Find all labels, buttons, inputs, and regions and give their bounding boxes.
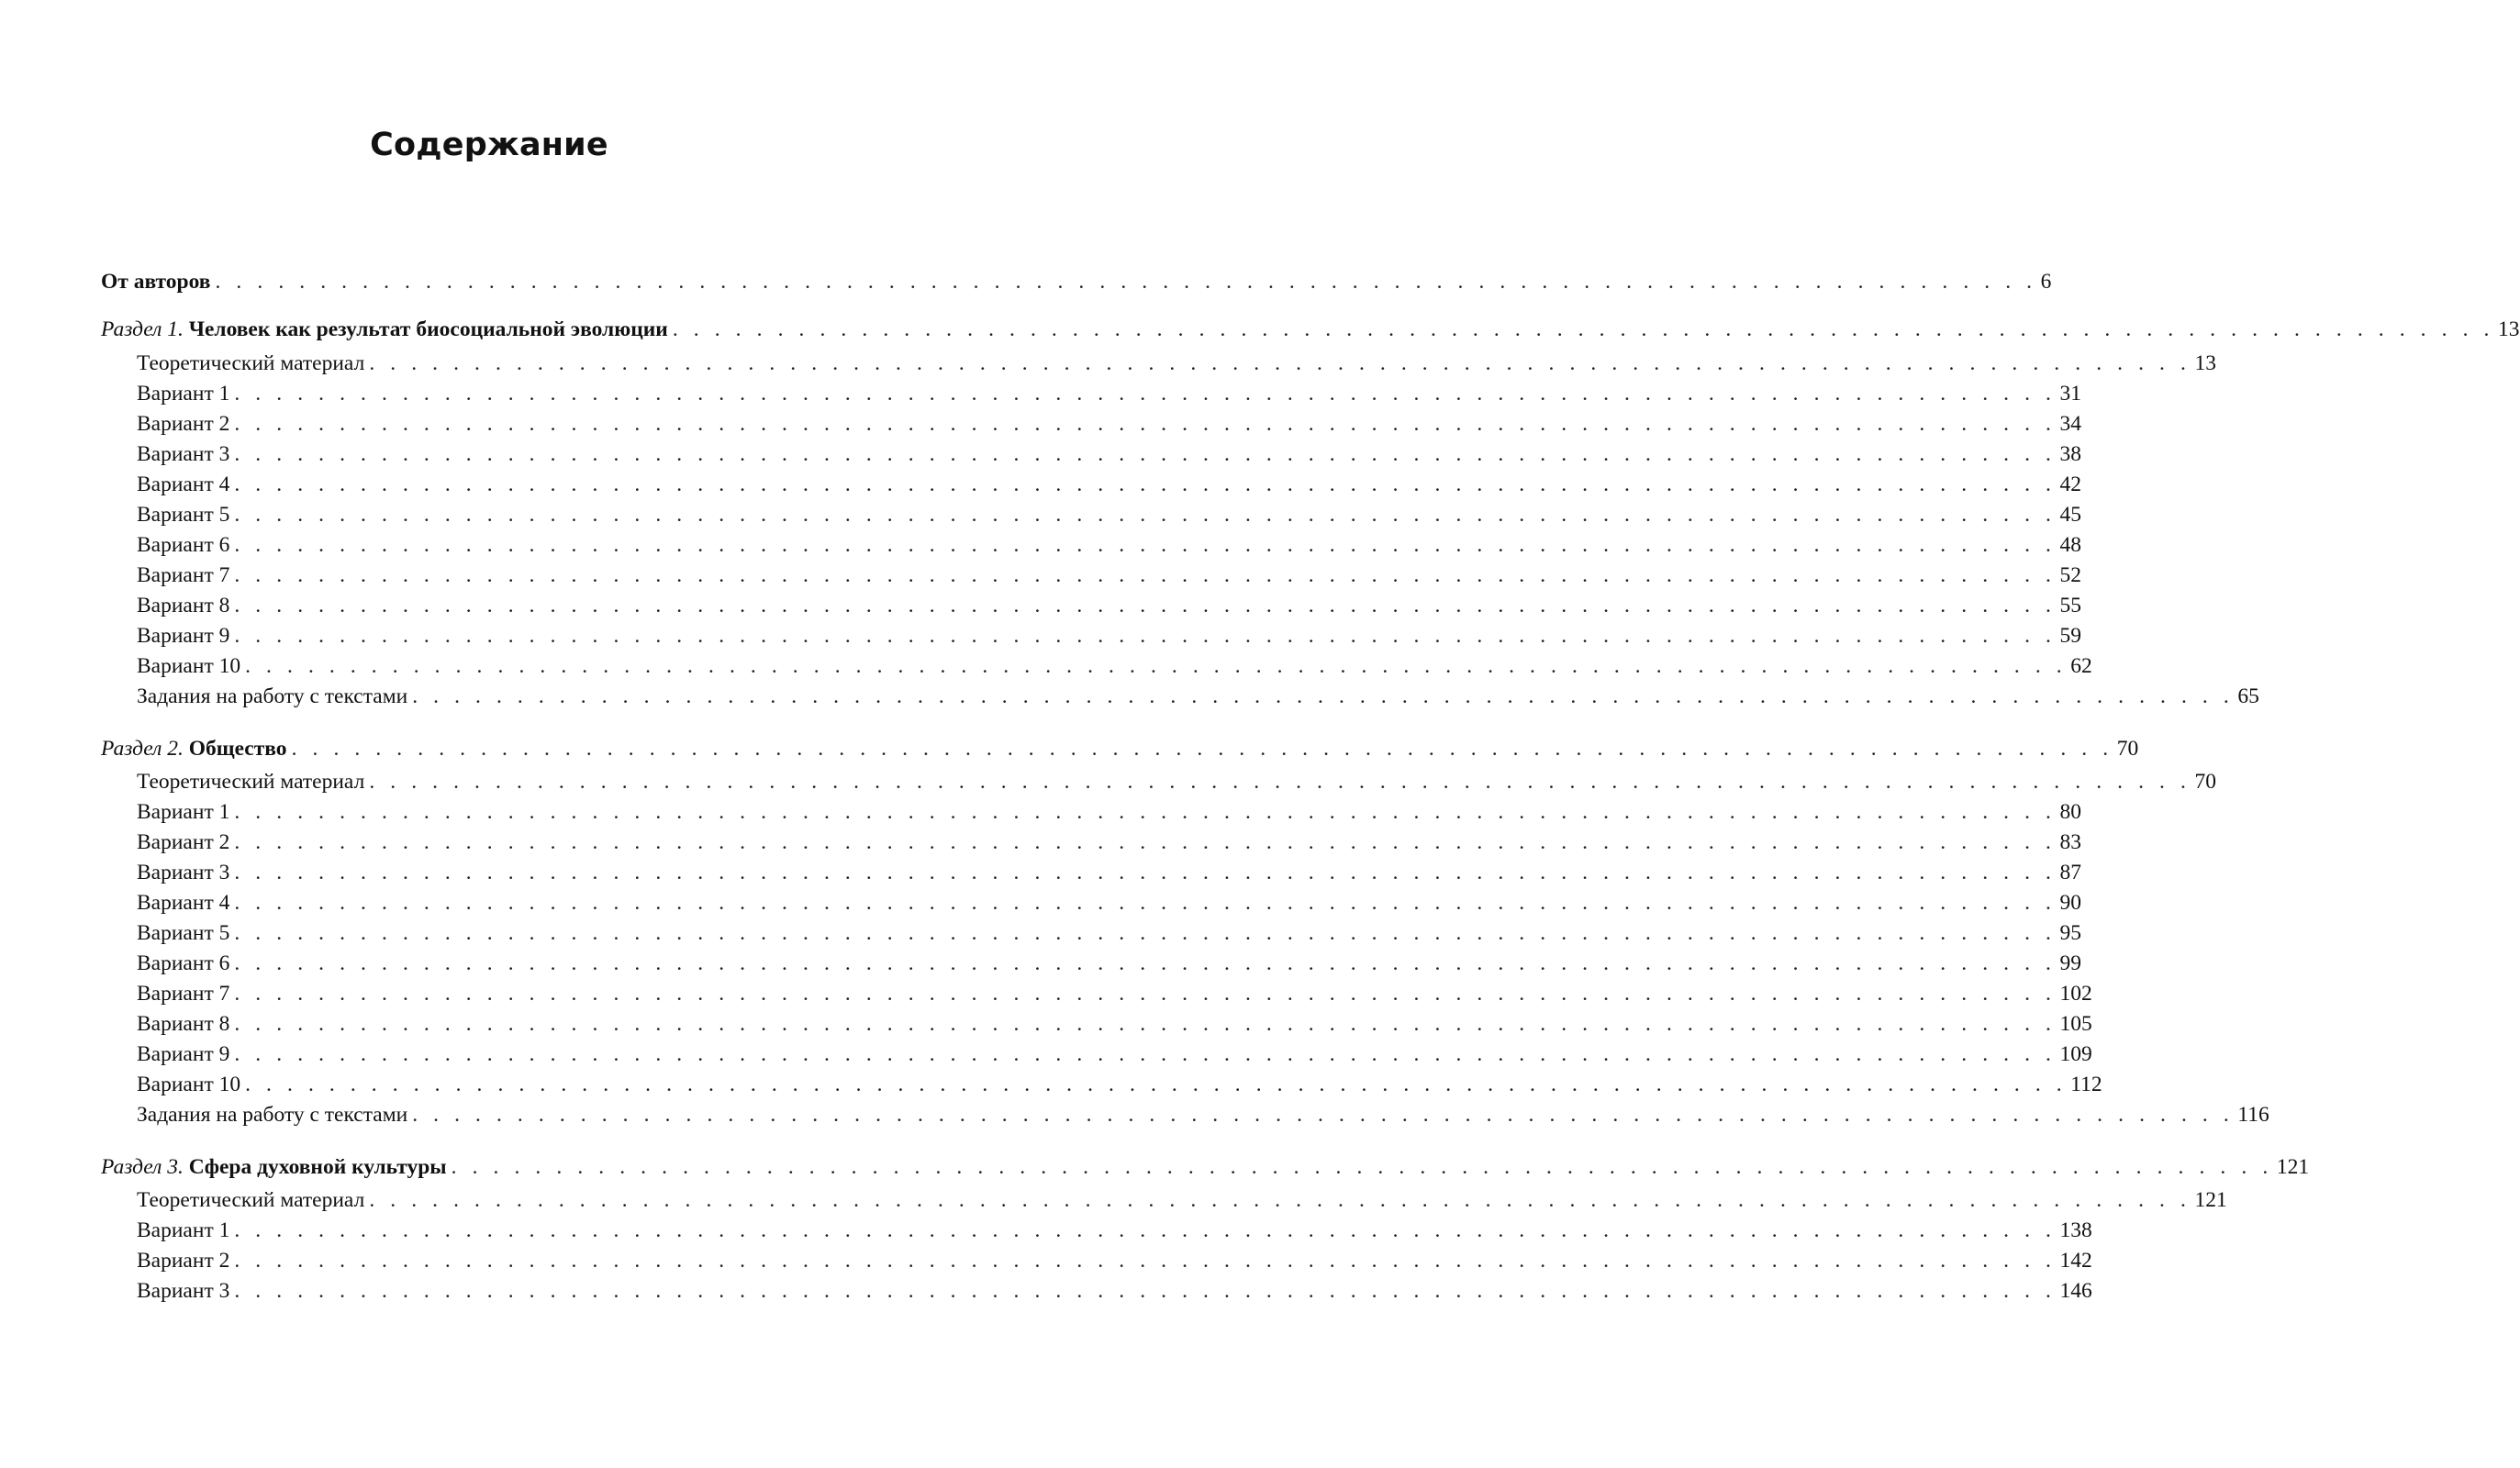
toc-page-number: 13 (2498, 317, 2520, 341)
toc-entry[interactable] (137, 1276, 2092, 1307)
toc-page-number: 42 (2059, 473, 2082, 496)
toc-page-number: 31 (2059, 382, 2082, 406)
toc-entry[interactable] (137, 561, 2082, 591)
toc-page-number: 55 (2059, 594, 2082, 617)
toc-page-number: 48 (2059, 533, 2082, 557)
section-prefix: Раздел 2. (101, 737, 184, 761)
toc-page-number: 70 (2194, 770, 2216, 794)
dot-leader: . . . . . . . . . . . . . . . . . . . . . . . . . . . . . . . . . . . . . . . . . . . . . . . . . . . . . . . . . . . . . . . . . . . . . . . . . . . . . . . . . . . . . . . (672, 317, 2495, 341)
dot-leader: . . . . . . . . . . . . . . . . . . . . . . . . . . . . . . . . . . . . . . . . . . . . . . . . . . . . . . . . . . . . . . . . . . . . . . . . . . . . . . . . . . . . . . . (234, 1042, 2057, 1066)
toc-page-number: 59 (2059, 624, 2082, 648)
toc-entry[interactable] (137, 767, 2216, 797)
toc-entry-label: Вариант 5 (137, 921, 230, 945)
dot-leader: . . . . . . . . . . . . . . . . . . . . . . . . . . . . . . . . . . . . . . . . . . . . . . . . . . . . . . . . . . . . . . . . . . . . . . . . . . . . . . . . . . . . . . . (234, 1012, 2057, 1036)
dot-leader: . . . . . . . . . . . . . . . . . . . . . . . . . . . . . . . . . . . . . . . . . . . . . . . . . . . . . . . . . . . . . . . . . . . . . . . . . . . . . . . . . . . . . . . (234, 473, 2057, 496)
toc-page-number: 90 (2059, 891, 2082, 915)
toc-entry[interactable] (137, 379, 2082, 409)
dot-leader: . . . . . . . . . . . . . . . . . . . . . . . . . . . . . . . . . . . . . . . . . . . . . . . . . . . . . . . . . . . . . . . . . . . . . . . . . . . . . . . . . . . . . . . (234, 382, 2057, 406)
toc-entry-label: Вариант 10 (137, 654, 241, 678)
toc-page-number: 138 (2059, 1218, 2092, 1242)
toc-entry-label: Теоретический материал (137, 1188, 365, 1212)
toc-entry-label: Вариант 9 (137, 624, 230, 648)
dot-leader: . . . . . . . . . . . . . . . . . . . . . . . . . . . . . . . . . . . . . . . . . . . . . . . . . . . . . . . . . . . . . . . . . . . . . . . . . . . . . . . . . . . . . . . (369, 770, 2191, 794)
dot-leader: . . . . . . . . . . . . . . . . . . . . . . . . . . . . . . . . . . . . . . . . . . . . . . . . . . . . . . . . . . . . . . . . . . . . . . . . . . . . . . . . . . . . . . . (234, 442, 2057, 466)
dot-leader: . . . . . . . . . . . . . . . . . . . . . . . . . . . . . . . . . . . . . . . . . . . . . . . . . . . . . . . . . . . . . . . . . . . . . . . . . . . . . . . . . . . . . . . (369, 1188, 2191, 1212)
toc-entry-label: Вариант 1 (137, 1218, 230, 1242)
toc-page-number: 70 (2116, 737, 2139, 761)
toc-entry[interactable] (137, 530, 2082, 561)
toc-entry-label: Вариант 4 (137, 473, 230, 496)
toc-page-number: 105 (2059, 1012, 2092, 1036)
toc-section-3[interactable] (101, 1152, 2310, 1183)
toc-page-number: 116 (2237, 1103, 2269, 1127)
dot-leader: . . . . . . . . . . . . . . . . . . . . . . . . . . . . . . . . . . . . . . . . . . . . . . . . . . . . . . . . . . . . . . . . . . . . . . . . . . . . . . . . . . . . . . . (234, 563, 2057, 587)
dot-leader: . . . . . . . . . . . . . . . . . . . . . . . . . . . . . . . . . . . . . . . . . . . . . . . . . . . . . . . . . . . . . . . . . . . . . . . . . . . . . . . . . . . . . . . (234, 891, 2057, 915)
toc-entry[interactable] (137, 949, 2082, 979)
dot-leader: . . . . . . . . . . . . . . . . . . . . . . . . . . . . . . . . . . . . . . . . . . . . . . . . . . . . . . . . . . . . . . . . . . . . . . . . . . . . . . . . . . . . . . . (234, 1279, 2057, 1303)
dot-leader: . . . . . . . . . . . . . . . . . . . . . . . . . . . . . . . . . . . . . . . . . . . . . . . . . . . . . . . . . . . . . . . . . . . . . . . . . . . . . . . . . . . . . . . (234, 921, 2057, 945)
toc-entry-label: Вариант 2 (137, 1249, 230, 1273)
toc-entry-label: Вариант 7 (137, 563, 230, 587)
toc-page-number: 34 (2059, 412, 2082, 436)
toc-entry[interactable] (137, 918, 2082, 949)
toc-page-number: 83 (2059, 830, 2082, 854)
dot-leader: . . . . . . . . . . . . . . . . . . . . . . . . . . . . . . . . . . . . . . . . . . . . . . . . . . . . . . . . . . . . . . . . . . . . . . . . . . . . . . . . . . . . . . . (234, 861, 2057, 884)
dot-leader: . . . . . . . . . . . . . . . . . . . . . . . . . . . . . . . . . . . . . . . . . . . . . . . . . . . . . . . . . . . . . . . . . . . . . . . . . . . . . . . . . . . . . . . (234, 412, 2057, 436)
toc-entry-label: Вариант 2 (137, 412, 230, 436)
dot-leader: . . . . . . . . . . . . . . . . . . . . . . . . . . . . . . . . . . . . . . . . . . . . . . . . . . . . . . . . . . . . . . . . . . . . . . . . . . . . . . . . . . . . . . . (369, 351, 2191, 375)
toc-section-label (101, 734, 287, 764)
toc-entry[interactable] (137, 349, 2216, 379)
dot-leader: . . . . . . . . . . . . . . . . . . . . . . . . . . . . . . . . . . . . . . . . . . . . . . . . . . . . . . . . . . . . . . . . . . . . . . . . . . . . . . . . . . . . . . . (245, 1073, 2068, 1096)
toc-entry-label: Вариант 3 (137, 1279, 230, 1303)
dot-leader: . . . . . . . . . . . . . . . . . . . . . . . . . . . . . . . . . . . . . . . . . . . . . . . . . . . . . . . . . . . . . . . . . . . . . . . . . . . . . . . . . . . . . . . (234, 533, 2057, 557)
toc-page-number: 121 (2194, 1188, 2227, 1212)
toc-page-number: 52 (2059, 563, 2082, 587)
toc-page-number: 95 (2059, 921, 2082, 945)
toc-page-number: 80 (2059, 800, 2082, 824)
toc-page-number: 99 (2059, 951, 2082, 975)
toc-entry[interactable] (137, 651, 2092, 682)
toc-page-number: 65 (2237, 684, 2259, 708)
toc-entry[interactable] (137, 1185, 2227, 1216)
dot-leader: . . . . . . . . . . . . . . . . . . . . . . . . . . . . . . . . . . . . . . . . . . . . . . . . . . . . . . . . . . . . . . . . . . . . . . . . . . . . . . . . . . . . . . . (234, 830, 2057, 854)
dot-leader: . . . . . . . . . . . . . . . . . . . . . . . . . . . . . . . . . . . . . . . . . . . . . . . . . . . . . . . . . . . . . . . . . . . . . . . . . . . . . . . . . . . . . . . (412, 684, 2235, 708)
toc-section-2[interactable] (101, 734, 2139, 764)
section-title: Сфера духовной культуры (188, 1155, 447, 1179)
section-prefix: Раздел 1. (101, 317, 184, 341)
page-title: Содержание (370, 127, 608, 163)
toc-entry-label: Вариант 9 (137, 1042, 230, 1066)
toc-entry[interactable] (137, 797, 2082, 828)
toc-entry-label: Теоретический материал (137, 770, 365, 794)
toc-section-1[interactable] (101, 315, 2520, 345)
toc-page-number: 109 (2059, 1042, 2092, 1066)
section-title: Общество (188, 737, 287, 761)
dot-leader: . . . . . . . . . . . . . . . . . . . . . . . . . . . . . . . . . . . . . . . . . . . . . . . . . . . . . . . . . . . . . . . . . . . . . . . . . . . . . . . . . . . . . . . (245, 654, 2068, 678)
dot-leader: . . . . . . . . . . . . . . . . . . . . . . . . . . . . . . . . . . . . . . . . . . . . . . . . . . . . . . . . . . . . . . . . . . . . . . . . . . . . . . . . . . . . . . . (234, 800, 2057, 824)
dot-leader: . . . . . . . . . . . . . . . . . . . . . . . . . . . . . . . . . . . . . . . . . . . . . . . . . . . . . . . . . . . . . . . . . . . . . . . . . . . . . . . . . . . . . . . (234, 624, 2057, 648)
toc-page-number: 45 (2059, 503, 2082, 527)
dot-leader: . . . . . . . . . . . . . . . . . . . . . . . . . . . . . . . . . . . . . . . . . . . . . . . . . . . . . . . . . . . . . . . . . . . . . . . . . . . . . . . . . . . . . . . (234, 951, 2057, 975)
toc-section-label (101, 315, 668, 345)
toc-entry-label: Вариант 10 (137, 1073, 241, 1096)
toc-entry[interactable] (137, 828, 2082, 858)
dot-leader: . . . . . . . . . . . . . . . . . . . . . . . . . . . . . . . . . . . . . . . . . . . . . . . . . . . . . . . . . . . . . . . . . . . . . . . . . . . . . . . . . . . . . . . (215, 270, 2037, 294)
toc-page-number: 112 (2070, 1073, 2102, 1096)
toc-entry[interactable] (137, 1070, 2102, 1100)
toc-page-number: 6 (2040, 270, 2052, 294)
toc-entry[interactable] (137, 1100, 2269, 1130)
toc-entry[interactable] (137, 470, 2082, 500)
section-prefix: Раздел 3. (101, 1155, 184, 1179)
toc-page-number: 87 (2059, 861, 2082, 884)
toc-entry-label: Вариант 3 (137, 861, 230, 884)
toc-entry[interactable] (137, 1040, 2092, 1070)
dot-leader: . . . . . . . . . . . . . . . . . . . . . . . . . . . . . . . . . . . . . . . . . . . . . . . . . . . . . . . . . . . . . . . . . . . . . . . . . . . . . . . . . . . . . . . (234, 594, 2057, 617)
toc-entry[interactable] (137, 439, 2082, 470)
toc-entry[interactable] (137, 621, 2082, 651)
dot-leader: . . . . . . . . . . . . . . . . . . . . . . . . . . . . . . . . . . . . . . . . . . . . . . . . . . . . . . . . . . . . . . . . . . . . . . . . . . . . . . . . . . . . . . . (234, 982, 2057, 1006)
dot-leader: . . . . . . . . . . . . . . . . . . . . . . . . . . . . . . . . . . . . . . . . . . . . . . . . . . . . . . . . . . . . . . . . . . . . . . . . . . . . . . . . . . . . . . . (451, 1155, 2273, 1179)
toc-entry-preface[interactable] (101, 267, 2052, 297)
toc-entry[interactable] (137, 1216, 2092, 1246)
toc-entry-label: Вариант 2 (137, 830, 230, 854)
toc-entry-label: Вариант 1 (137, 800, 230, 824)
toc-entry-label: От авторов (101, 270, 211, 294)
toc-entry-label: Вариант 8 (137, 594, 230, 617)
toc-entry[interactable] (137, 979, 2092, 1009)
dot-leader: . . . . . . . . . . . . . . . . . . . . . . . . . . . . . . . . . . . . . . . . . . . . . . . . . . . . . . . . . . . . . . . . . . . . . . . . . . . . . . . . . . . . . . . (234, 1249, 2057, 1273)
toc-entry-label: Теоретический материал (137, 351, 365, 375)
toc-entry-label: Вариант 6 (137, 951, 230, 975)
toc-entry[interactable] (137, 888, 2082, 918)
toc-entry[interactable] (137, 1009, 2092, 1040)
toc-page-number: 13 (2194, 351, 2216, 375)
toc-entry-label: Задания на работу с текстами (137, 1103, 408, 1127)
toc-page-number: 62 (2070, 654, 2092, 678)
toc-page-number: 142 (2059, 1249, 2092, 1273)
toc-entry-label: Вариант 7 (137, 982, 230, 1006)
dot-leader: . . . . . . . . . . . . . . . . . . . . . . . . . . . . . . . . . . . . . . . . . . . . . . . . . . . . . . . . . . . . . . . . . . . . . . . . . . . . . . . . . . . . . . . (412, 1103, 2235, 1127)
dot-leader: . . . . . . . . . . . . . . . . . . . . . . . . . . . . . . . . . . . . . . . . . . . . . . . . . . . . . . . . . . . . . . . . . . . . . . . . . . . . . . . . . . . . . . . (291, 737, 2113, 761)
section-title: Человек как результат биосоциальной эволюции (188, 317, 668, 341)
toc-section-label (101, 1152, 447, 1183)
toc-entry-label: Вариант 4 (137, 891, 230, 915)
toc-entry-label: Задания на работу с текстами (137, 684, 408, 708)
dot-leader: . . . . . . . . . . . . . . . . . . . . . . . . . . . . . . . . . . . . . . . . . . . . . . . . . . . . . . . . . . . . . . . . . . . . . . . . . . . . . . . . . . . . . . . (234, 503, 2057, 527)
toc-entry-label: Вариант 8 (137, 1012, 230, 1036)
toc-entry[interactable] (137, 858, 2082, 888)
toc-entry[interactable] (137, 591, 2082, 621)
toc-page-number: 121 (2276, 1155, 2310, 1179)
toc-entry-label: Вариант 1 (137, 382, 230, 406)
toc-page-number: 146 (2059, 1279, 2092, 1303)
toc-page-number: 38 (2059, 442, 2082, 466)
toc-entry-label: Вариант 3 (137, 442, 230, 466)
toc-entry-label: Вариант 6 (137, 533, 230, 557)
toc-entry[interactable] (137, 1246, 2092, 1276)
toc-entry-label: Вариант 5 (137, 503, 230, 527)
toc-entry[interactable] (137, 500, 2082, 530)
dot-leader: . . . . . . . . . . . . . . . . . . . . . . . . . . . . . . . . . . . . . . . . . . . . . . . . . . . . . . . . . . . . . . . . . . . . . . . . . . . . . . . . . . . . . . . (234, 1218, 2057, 1242)
toc-entry[interactable] (137, 682, 2259, 712)
toc-page-number: 102 (2059, 982, 2092, 1006)
toc-entry[interactable] (137, 409, 2082, 439)
